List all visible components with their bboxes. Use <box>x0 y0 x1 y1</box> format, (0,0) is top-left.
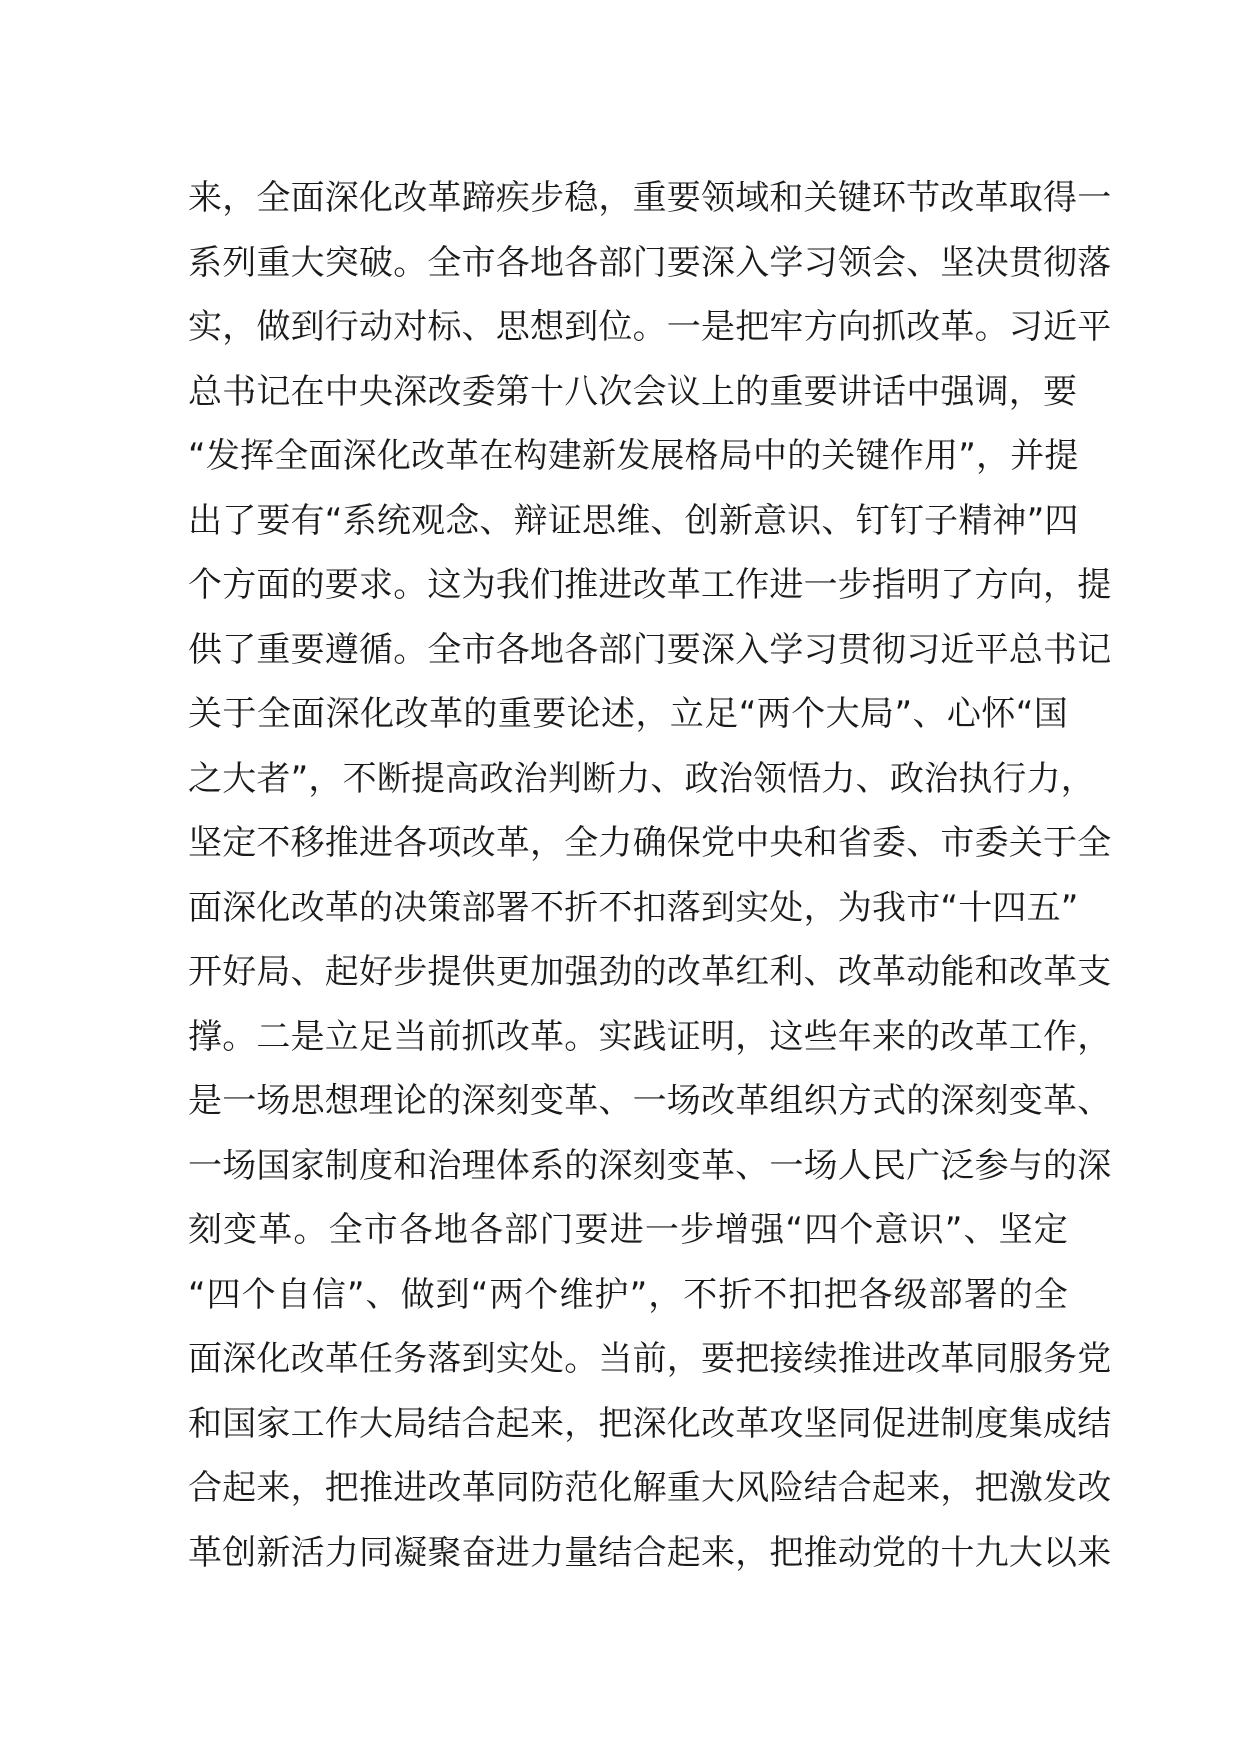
text-line: 是一场思想理论的深刻变革、一场改革组织方式的深刻变革、 <box>188 1081 1112 1121</box>
text-line: 实，做到行动对标、思想到位。一是把牢方向抓改革。习近平 <box>188 307 1112 347</box>
text-line: 系列重大突破。全市各地各部门要深入学习领会、坚决贯彻落 <box>188 242 1112 283</box>
text-line: 总书记在中央深改委第十八次会议上的重要讲话中强调，要 <box>188 371 1078 412</box>
text-line: 开好局、起好步提供更加强劲的改革红利、改革动能和改革支 <box>188 952 1112 992</box>
text-line: 一场国家制度和治理体系的深刻变革、一场人民广泛参与的深 <box>188 1145 1112 1186</box>
text-line: 和国家工作大局结合起来，把深化改革攻坚同促进制度集成结 <box>188 1403 1112 1444</box>
text-line: 面深化改革的决策部署不折不扣落到实处，为我市“十四五” <box>188 887 1079 928</box>
text-line: 合起来，把推进改革同防范化解重大风险结合起来，把激发改 <box>188 1468 1112 1508</box>
text-line: 关于全面深化改革的重要论述，立足“两个大局”、心怀“国 <box>188 694 1068 734</box>
text-line: 个方面的要求。这为我们推进改革工作进一步指明了方向，提 <box>188 565 1112 605</box>
text-line: 坚定不移推进各项改革，全力确保党中央和省委、市委关于全 <box>188 823 1112 863</box>
text-line: 刻变革。全市各地各部门要进一步增强“四个意识”、坚定 <box>188 1210 1068 1250</box>
text-line: “四个自信”、做到“两个维护”，不折不扣把各级部署的全 <box>188 1274 1068 1315</box>
text-line: “发挥全面深化改革在构建新发展格局中的关键作用”，并提 <box>188 436 1079 476</box>
text-line: 面深化改革任务落到实处。当前，要把接续推进改革同服务党 <box>188 1339 1112 1379</box>
body-text <box>188 166 1112 1585</box>
text-line: 撑。二是立足当前抓改革。实践证明，这些年来的改革工作， <box>188 1016 1112 1057</box>
text-line: 之大者”，不断提高政治判断力、政治领悟力、政治执行力， <box>188 758 1096 799</box>
text-line: 来，全面深化改革蹄疾步稳，重要领域和关键环节改革取得一 <box>188 178 1112 218</box>
text-line: 革创新活力同凝聚奋进力量结合起来，把推动党的十九大以来 <box>188 1532 1112 1573</box>
text-line: 出了要有“系统观念、辩证思维、创新意识、钉钉子精神”四 <box>188 500 1079 541</box>
text-line: 供了重要遵循。全市各地各部门要深入学习贯彻习近平总书记 <box>188 629 1112 670</box>
